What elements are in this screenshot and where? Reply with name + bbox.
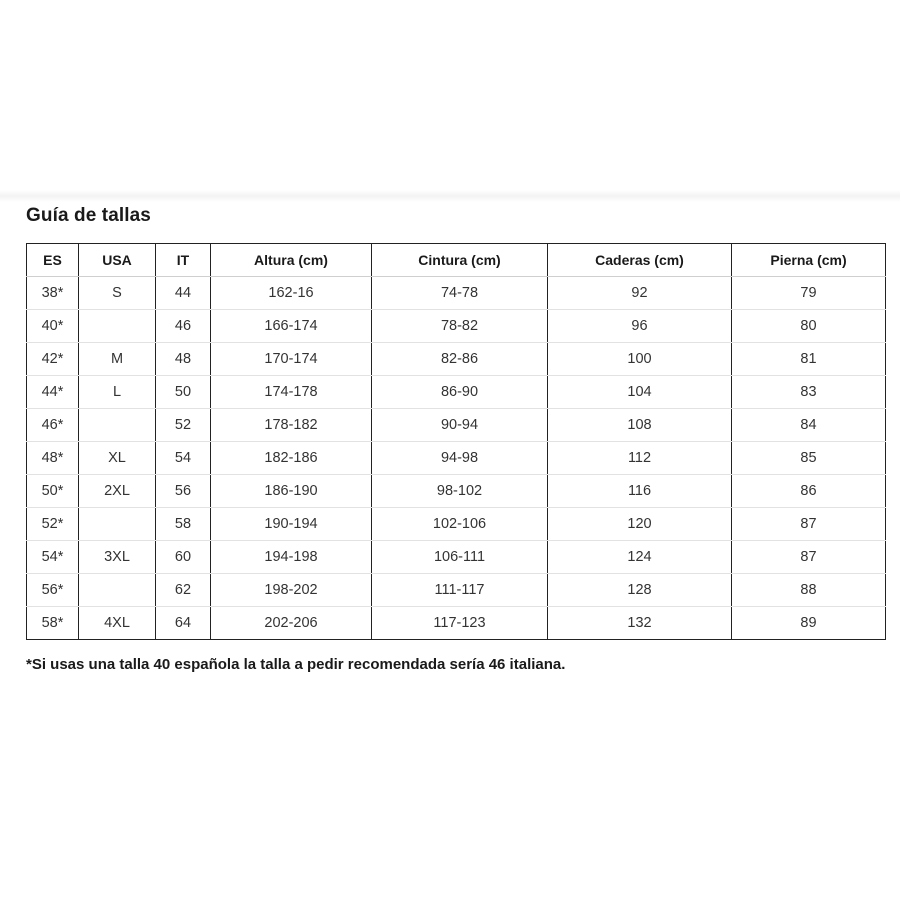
cell-cintura: 106-111 <box>372 541 548 574</box>
table-row <box>27 277 886 310</box>
cell-caderas: 132 <box>548 607 732 640</box>
cell-caderas: 100 <box>548 343 732 376</box>
cell-it: 52 <box>156 409 211 442</box>
cell-es: 48* <box>27 442 79 475</box>
cell-pierna: 85 <box>732 442 886 475</box>
cell-it: 64 <box>156 607 211 640</box>
cell-caderas: 120 <box>548 508 732 541</box>
cell-it: 62 <box>156 574 211 607</box>
cell-pierna: 79 <box>732 277 886 310</box>
table-row <box>27 310 886 343</box>
cell-pierna: 87 <box>732 541 886 574</box>
table-row <box>27 508 886 541</box>
cell-es: 46* <box>27 409 79 442</box>
table-row <box>27 607 886 640</box>
cell-usa: 4XL <box>79 607 156 640</box>
table-row <box>27 442 886 475</box>
header-shadow-divider <box>0 190 900 202</box>
cell-usa <box>79 409 156 442</box>
cell-altura: 202-206 <box>211 607 372 640</box>
size-guide-table <box>26 243 886 640</box>
cell-pierna: 80 <box>732 310 886 343</box>
cell-pierna: 88 <box>732 574 886 607</box>
cell-altura: 174-178 <box>211 376 372 409</box>
cell-usa: 2XL <box>79 475 156 508</box>
table-row <box>27 541 886 574</box>
cell-caderas: 124 <box>548 541 732 574</box>
header-it: IT <box>156 244 211 277</box>
cell-pierna: 81 <box>732 343 886 376</box>
cell-pierna: 89 <box>732 607 886 640</box>
cell-cintura: 117-123 <box>372 607 548 640</box>
header-altura: Altura (cm) <box>211 244 372 277</box>
cell-usa: S <box>79 277 156 310</box>
header-es: ES <box>27 244 79 277</box>
cell-es: 52* <box>27 508 79 541</box>
cell-cintura: 74-78 <box>372 277 548 310</box>
cell-caderas: 96 <box>548 310 732 343</box>
cell-caderas: 116 <box>548 475 732 508</box>
cell-cintura: 94-98 <box>372 442 548 475</box>
cell-it: 54 <box>156 442 211 475</box>
table-header-row <box>27 244 886 277</box>
header-pierna: Pierna (cm) <box>732 244 886 277</box>
cell-altura: 162-16 <box>211 277 372 310</box>
cell-cintura: 102-106 <box>372 508 548 541</box>
cell-es: 44* <box>27 376 79 409</box>
cell-es: 38* <box>27 277 79 310</box>
cell-es: 50* <box>27 475 79 508</box>
table-body <box>27 277 886 640</box>
cell-it: 48 <box>156 343 211 376</box>
cell-it: 60 <box>156 541 211 574</box>
cell-cintura: 82-86 <box>372 343 548 376</box>
cell-it: 50 <box>156 376 211 409</box>
cell-es: 56* <box>27 574 79 607</box>
cell-altura: 194-198 <box>211 541 372 574</box>
cell-caderas: 104 <box>548 376 732 409</box>
cell-altura: 178-182 <box>211 409 372 442</box>
cell-cintura: 98-102 <box>372 475 548 508</box>
cell-it: 58 <box>156 508 211 541</box>
header-usa: USA <box>79 244 156 277</box>
cell-cintura: 78-82 <box>372 310 548 343</box>
cell-es: 58* <box>27 607 79 640</box>
cell-caderas: 92 <box>548 277 732 310</box>
cell-pierna: 86 <box>732 475 886 508</box>
cell-altura: 198-202 <box>211 574 372 607</box>
cell-it: 46 <box>156 310 211 343</box>
cell-altura: 186-190 <box>211 475 372 508</box>
cell-es: 40* <box>27 310 79 343</box>
table-row <box>27 475 886 508</box>
cell-usa: L <box>79 376 156 409</box>
table-row <box>27 343 886 376</box>
cell-usa <box>79 508 156 541</box>
cell-caderas: 108 <box>548 409 732 442</box>
cell-es: 54* <box>27 541 79 574</box>
header-caderas: Caderas (cm) <box>548 244 732 277</box>
cell-altura: 182-186 <box>211 442 372 475</box>
cell-usa: 3XL <box>79 541 156 574</box>
cell-cintura: 111-117 <box>372 574 548 607</box>
cell-usa <box>79 310 156 343</box>
cell-altura: 170-174 <box>211 343 372 376</box>
table-row <box>27 409 886 442</box>
table-row <box>27 376 886 409</box>
cell-es: 42* <box>27 343 79 376</box>
page-title: Guía de tallas <box>26 205 151 226</box>
header-cintura: Cintura (cm) <box>372 244 548 277</box>
cell-altura: 166-174 <box>211 310 372 343</box>
cell-pierna: 87 <box>732 508 886 541</box>
cell-usa: M <box>79 343 156 376</box>
cell-caderas: 112 <box>548 442 732 475</box>
cell-pierna: 84 <box>732 409 886 442</box>
cell-altura: 190-194 <box>211 508 372 541</box>
cell-cintura: 86-90 <box>372 376 548 409</box>
cell-pierna: 83 <box>732 376 886 409</box>
cell-cintura: 90-94 <box>372 409 548 442</box>
table-row <box>27 574 886 607</box>
cell-it: 44 <box>156 277 211 310</box>
cell-usa <box>79 574 156 607</box>
cell-caderas: 128 <box>548 574 732 607</box>
cell-it: 56 <box>156 475 211 508</box>
cell-usa: XL <box>79 442 156 475</box>
footnote: *Si usas una talla 40 española la talla a pedir recomendada sería 46 italiana. <box>26 656 566 673</box>
